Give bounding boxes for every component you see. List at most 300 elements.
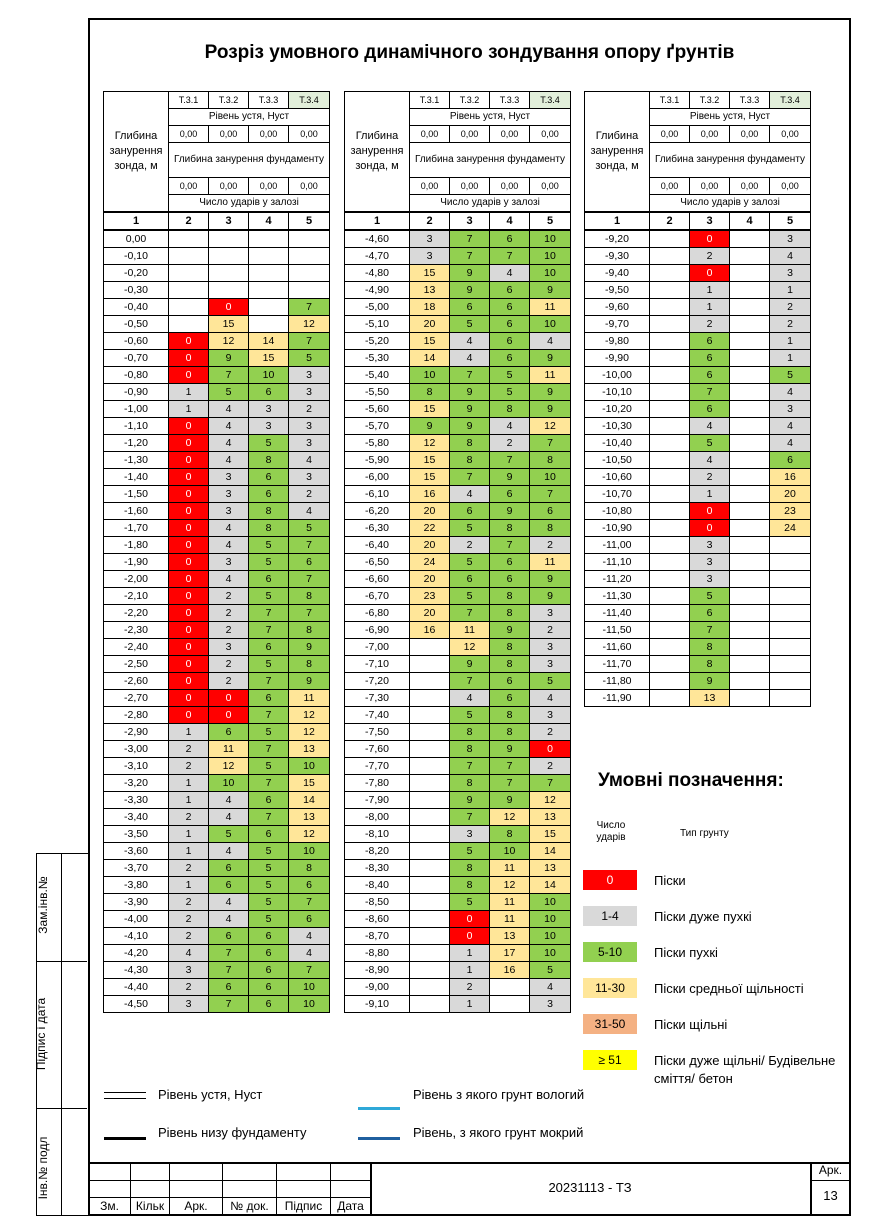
depth-cell: -3,10 — [104, 758, 169, 775]
blow-count-cell: 0 — [690, 503, 730, 520]
depth-cell: -6,30 — [345, 520, 410, 537]
blow-count-cell: 12 — [289, 707, 330, 724]
table-row — [345, 537, 571, 554]
blow-count-cell: 2 — [289, 486, 330, 503]
blow-count-cell: 8 — [450, 877, 490, 894]
blow-count-cell: 2 — [209, 605, 249, 622]
blow-count-cell — [730, 230, 770, 248]
legend-label: Піски щільні — [654, 1017, 728, 1032]
blow-count-cell: 3 — [289, 469, 330, 486]
blow-count-cell — [410, 826, 450, 843]
blow-count-cell: 6 — [490, 230, 530, 248]
sidebar-pidpys: Підпис і дата — [34, 997, 48, 1071]
blow-count-cell: 5 — [450, 843, 490, 860]
blow-count-cell — [730, 571, 770, 588]
ustia-line-sample — [104, 1092, 146, 1099]
blow-count-cell: 8 — [289, 860, 330, 877]
blow-count-cell: 5 — [770, 367, 811, 384]
table-row — [345, 996, 571, 1013]
depth-cell: -9,60 — [585, 299, 650, 316]
blow-count-cell — [410, 911, 450, 928]
blow-count-cell: 7 — [490, 775, 530, 792]
blow-count-cell — [770, 571, 811, 588]
table-row — [104, 503, 330, 520]
legend-swatch: 31-50 — [583, 1014, 637, 1034]
table-row — [345, 928, 571, 945]
depth-cell: -5,50 — [345, 384, 410, 401]
blow-count-cell: 3 — [249, 401, 289, 418]
table-row — [345, 469, 571, 486]
blow-count-cell: 7 — [450, 367, 490, 384]
blow-count-cell — [770, 673, 811, 690]
blow-count-cell: 6 — [289, 554, 330, 571]
blow-count-cell: 6 — [490, 299, 530, 316]
table-row — [104, 843, 330, 860]
legend-swatch: ≥ 51 — [583, 1050, 637, 1070]
blow-count-cell: 9 — [490, 622, 530, 639]
table-row — [345, 843, 571, 860]
blow-count-cell: 5 — [249, 554, 289, 571]
depth-cell: -4,30 — [104, 962, 169, 979]
depth-cell: -7,80 — [345, 775, 410, 792]
point-header: Т.3.4 — [530, 92, 571, 109]
blow-count-cell: 7 — [490, 248, 530, 265]
blow-count-cell: 3 — [530, 656, 571, 673]
table-row — [585, 690, 811, 707]
level-header: Рівень устя, Нуст — [169, 109, 330, 126]
blow-count-cell: 10 — [530, 894, 571, 911]
depth-cell: -7,70 — [345, 758, 410, 775]
blow-count-cell — [730, 486, 770, 503]
blow-count-cell: 7 — [490, 452, 530, 469]
blow-count-cell: 1 — [690, 486, 730, 503]
point-header: Т.3.1 — [410, 92, 450, 109]
stamp-col-label: Підпис — [276, 1197, 330, 1216]
legend-swatch: 0 — [583, 870, 637, 890]
depth-cell: -9,90 — [585, 350, 650, 367]
blow-count-cell: 10 — [209, 775, 249, 792]
blow-count-cell: 9 — [690, 673, 730, 690]
blow-count-cell — [249, 316, 289, 333]
level-value: 0,00 — [249, 126, 289, 143]
table-row — [345, 333, 571, 350]
depth-cell: -1,80 — [104, 537, 169, 554]
blow-count-cell: 20 — [410, 316, 450, 333]
blow-count-cell — [730, 316, 770, 333]
table-row — [345, 299, 571, 316]
blow-count-cell: 6 — [249, 792, 289, 809]
stamp-col-label: Арк. — [169, 1197, 222, 1216]
blow-count-cell: 7 — [490, 537, 530, 554]
depth-cell: -10,40 — [585, 435, 650, 452]
blow-count-cell — [730, 673, 770, 690]
blow-count-cell — [650, 554, 690, 571]
blow-count-cell — [169, 265, 209, 282]
table-row — [345, 758, 571, 775]
blow-count-cell: 3 — [530, 605, 571, 622]
blow-count-cell: 2 — [169, 758, 209, 775]
depth-cell: -5,90 — [345, 452, 410, 469]
blow-count-cell: 9 — [450, 656, 490, 673]
blow-count-cell: 4 — [490, 265, 530, 282]
depth-cell: -8,40 — [345, 877, 410, 894]
depth-cell: -3,40 — [104, 809, 169, 826]
blow-count-cell: 5 — [289, 350, 330, 367]
depth-cell: -0,10 — [104, 248, 169, 265]
depth-cell: -11,40 — [585, 605, 650, 622]
table-row — [104, 911, 330, 928]
depth-cell: -8,90 — [345, 962, 410, 979]
depth-cell: -4,50 — [104, 996, 169, 1013]
blow-count-cell — [650, 537, 690, 554]
blow-count-cell: 7 — [209, 945, 249, 962]
blow-count-cell — [730, 248, 770, 265]
table-row — [345, 911, 571, 928]
blow-count-cell — [289, 230, 330, 248]
blow-count-cell: 7 — [249, 707, 289, 724]
depth-cell: -7,20 — [345, 673, 410, 690]
blow-count-cell: 6 — [249, 469, 289, 486]
legend-swatch: 5-10 — [583, 942, 637, 962]
stamp-ark-label: Арк. — [818, 1163, 843, 1177]
depth-cell: -11,70 — [585, 656, 650, 673]
blow-count-cell: 4 — [209, 537, 249, 554]
depth-cell: 0,00 — [104, 230, 169, 248]
blow-count-cell: 6 — [690, 401, 730, 418]
blow-count-cell: 7 — [450, 230, 490, 248]
table-row — [345, 571, 571, 588]
table-row — [345, 384, 571, 401]
blow-count-cell: 23 — [410, 588, 450, 605]
blow-count-cell: 8 — [490, 520, 530, 537]
table-row — [585, 588, 811, 605]
blow-count-cell: 6 — [490, 554, 530, 571]
blow-count-cell: 0 — [169, 537, 209, 554]
table-row — [585, 605, 811, 622]
blow-count-cell: 1 — [169, 775, 209, 792]
foundation-value: 0,00 — [690, 178, 730, 195]
column-number: 1 — [104, 212, 169, 230]
column-number: 3 — [690, 212, 730, 230]
depth-cell: -5,00 — [345, 299, 410, 316]
blow-count-cell — [410, 979, 450, 996]
blow-count-cell: 13 — [410, 282, 450, 299]
table-row — [345, 673, 571, 690]
table-row — [104, 894, 330, 911]
depth-cell: -9,70 — [585, 316, 650, 333]
blow-count-cell: 0 — [169, 520, 209, 537]
blow-count-cell — [249, 265, 289, 282]
table-row — [104, 639, 330, 656]
blow-count-cell: 10 — [530, 316, 571, 333]
blow-count-cell: 14 — [289, 792, 330, 809]
depth-cell: -10,70 — [585, 486, 650, 503]
table-row — [104, 248, 330, 265]
blow-count-cell: 4 — [209, 435, 249, 452]
depth-cell: -1,50 — [104, 486, 169, 503]
blow-count-cell — [209, 230, 249, 248]
blow-count-cell: 5 — [249, 724, 289, 741]
foundation-value: 0,00 — [209, 178, 249, 195]
blow-count-cell: 6 — [450, 299, 490, 316]
blow-count-cell: 10 — [530, 928, 571, 945]
blow-count-cell — [650, 401, 690, 418]
depth-cell: -8,50 — [345, 894, 410, 911]
blow-count-cell: 0 — [169, 503, 209, 520]
blow-count-cell: 7 — [490, 758, 530, 775]
table-row — [345, 265, 571, 282]
blow-count-cell — [410, 877, 450, 894]
blow-count-cell: 9 — [490, 741, 530, 758]
blow-count-cell — [410, 928, 450, 945]
blow-count-cell: 5 — [249, 537, 289, 554]
blow-count-cell: 8 — [490, 707, 530, 724]
depth-cell: -1,30 — [104, 452, 169, 469]
blow-count-cell — [770, 656, 811, 673]
table-row — [345, 520, 571, 537]
legend-col-blows: Число ударів — [596, 820, 626, 843]
blow-count-cell: 0 — [450, 928, 490, 945]
table-row — [104, 367, 330, 384]
blow-count-cell: 2 — [209, 656, 249, 673]
blow-count-cell: 6 — [209, 928, 249, 945]
table-row — [585, 350, 811, 367]
blow-count-cell: 2 — [169, 860, 209, 877]
depth-cell: -11,10 — [585, 554, 650, 571]
blow-count-cell: 6 — [450, 571, 490, 588]
wet-line-sample — [358, 1107, 400, 1110]
blow-count-cell: 4 — [209, 418, 249, 435]
blow-count-cell: 7 — [690, 622, 730, 639]
table-row — [104, 826, 330, 843]
blow-count-cell: 0 — [169, 605, 209, 622]
blow-count-cell: 0 — [209, 707, 249, 724]
blow-count-cell — [650, 384, 690, 401]
blow-count-cell: 6 — [289, 877, 330, 894]
table-row — [104, 656, 330, 673]
depth-cell: -6,10 — [345, 486, 410, 503]
blow-count-cell: 7 — [450, 248, 490, 265]
depth-cell: -1,70 — [104, 520, 169, 537]
depth-cell: -5,60 — [345, 401, 410, 418]
blow-count-cell: 2 — [690, 316, 730, 333]
blow-count-cell: 6 — [249, 996, 289, 1013]
depth-cell: -11,20 — [585, 571, 650, 588]
blow-count-cell: 4 — [530, 979, 571, 996]
blow-count-cell: 20 — [410, 537, 450, 554]
blow-count-cell: 3 — [209, 486, 249, 503]
blow-count-cell — [730, 656, 770, 673]
blow-count-cell — [289, 265, 330, 282]
blow-count-cell: 5 — [490, 367, 530, 384]
depth-cell: -9,20 — [585, 230, 650, 248]
point-header: Т.3.4 — [770, 92, 811, 109]
blow-count-cell: 2 — [770, 316, 811, 333]
blow-count-cell — [650, 571, 690, 588]
blow-count-cell: 0 — [169, 486, 209, 503]
blow-count-cell: 1 — [770, 333, 811, 350]
depth-cell: -9,00 — [345, 979, 410, 996]
blow-count-cell: 8 — [289, 622, 330, 639]
blow-count-cell: 8 — [690, 656, 730, 673]
blow-count-cell: 3 — [690, 537, 730, 554]
depth-cell: -4,70 — [345, 248, 410, 265]
blow-count-cell: 6 — [690, 367, 730, 384]
depth-cell: -8,00 — [345, 809, 410, 826]
blow-count-cell: 12 — [289, 826, 330, 843]
blow-count-cell: 8 — [450, 724, 490, 741]
blow-count-cell: 10 — [530, 911, 571, 928]
depth-cell: -10,00 — [585, 367, 650, 384]
blow-count-cell: 8 — [690, 639, 730, 656]
blow-count-cell — [730, 622, 770, 639]
blow-count-cell: 2 — [289, 401, 330, 418]
depth-cell: -10,10 — [585, 384, 650, 401]
blow-count-cell: 11 — [490, 860, 530, 877]
depth-header: Глибина занурення зонда, м — [345, 92, 410, 213]
blow-count-cell: 8 — [490, 588, 530, 605]
blow-count-cell: 5 — [450, 520, 490, 537]
blow-count-cell — [249, 248, 289, 265]
blow-count-cell — [209, 265, 249, 282]
table-row — [585, 486, 811, 503]
table-row — [104, 945, 330, 962]
blow-count-cell: 7 — [450, 469, 490, 486]
depth-cell: -7,90 — [345, 792, 410, 809]
blow-count-cell: 7 — [450, 809, 490, 826]
table-row — [104, 333, 330, 350]
sidebar-zam: Зам.інв.№ — [36, 876, 50, 934]
blow-count-cell: 2 — [530, 537, 571, 554]
table-row — [104, 775, 330, 792]
blow-count-cell — [730, 401, 770, 418]
blow-count-cell — [770, 605, 811, 622]
depth-cell: -5,10 — [345, 316, 410, 333]
wet-line-label: Рівень з якого грунт вологий — [413, 1087, 585, 1102]
depth-cell: -9,80 — [585, 333, 650, 350]
table-row — [104, 809, 330, 826]
table-row — [104, 724, 330, 741]
table-row — [345, 877, 571, 894]
depth-cell: -6,40 — [345, 537, 410, 554]
blow-count-cell: 7 — [289, 299, 330, 316]
blow-count-cell: 10 — [289, 979, 330, 996]
blow-count-cell: 1 — [169, 843, 209, 860]
depth-cell: -3,50 — [104, 826, 169, 843]
blow-count-cell: 9 — [490, 792, 530, 809]
blow-count-cell: 18 — [410, 299, 450, 316]
blow-count-cell — [730, 435, 770, 452]
stamp-col-label: Зм. — [88, 1197, 130, 1216]
table-row — [104, 520, 330, 537]
depth-cell: -8,60 — [345, 911, 410, 928]
blow-count-cell: 10 — [289, 843, 330, 860]
blow-count-cell — [650, 452, 690, 469]
table-row — [104, 979, 330, 996]
blow-count-cell: 5 — [450, 588, 490, 605]
blow-count-cell: 4 — [450, 333, 490, 350]
blow-count-cell — [490, 996, 530, 1013]
table-row — [104, 860, 330, 877]
blow-count-cell: 3 — [690, 554, 730, 571]
blow-count-cell: 0 — [169, 707, 209, 724]
blow-count-cell: 8 — [289, 588, 330, 605]
blow-count-cell: 7 — [249, 622, 289, 639]
blow-count-cell: 5 — [530, 673, 571, 690]
foundation-value: 0,00 — [249, 178, 289, 195]
blow-count-cell — [410, 741, 450, 758]
blows-header: Число ударів у залозі — [410, 195, 571, 213]
foundation-value: 0,00 — [530, 178, 571, 195]
blow-count-cell: 8 — [450, 435, 490, 452]
depth-cell: -6,60 — [345, 571, 410, 588]
depth-cell: -9,40 — [585, 265, 650, 282]
blow-count-cell: 6 — [490, 350, 530, 367]
depth-header: Глибина занурення зонда, м — [104, 92, 169, 213]
table-row — [345, 962, 571, 979]
blow-count-cell: 12 — [530, 792, 571, 809]
table-row — [345, 554, 571, 571]
table-row — [104, 265, 330, 282]
table-row — [345, 945, 571, 962]
table-row — [345, 435, 571, 452]
table-row — [345, 605, 571, 622]
blow-count-cell — [169, 248, 209, 265]
blow-count-cell — [730, 503, 770, 520]
depth-cell: -10,80 — [585, 503, 650, 520]
level-value: 0,00 — [530, 126, 571, 143]
blow-count-cell: 0 — [169, 452, 209, 469]
blow-count-cell: 1 — [770, 282, 811, 299]
column-number: 2 — [169, 212, 209, 230]
blow-count-cell — [169, 316, 209, 333]
blow-count-cell: 4 — [289, 945, 330, 962]
point-header: Т.3.4 — [289, 92, 330, 109]
blow-count-cell — [730, 554, 770, 571]
blow-count-cell: 3 — [289, 435, 330, 452]
blow-count-cell: 1 — [450, 996, 490, 1013]
blow-count-cell: 7 — [209, 996, 249, 1013]
table-row — [345, 792, 571, 809]
depth-cell: -4,20 — [104, 945, 169, 962]
blow-count-cell: 1 — [450, 945, 490, 962]
blow-count-cell: 2 — [169, 979, 209, 996]
table-row — [585, 673, 811, 690]
blow-count-cell: 1 — [690, 282, 730, 299]
column-number: 4 — [490, 212, 530, 230]
level-value: 0,00 — [690, 126, 730, 143]
foundation-line-label: Рівень низу фундаменту — [158, 1125, 307, 1140]
blow-count-cell: 0 — [169, 673, 209, 690]
depth-cell: -11,60 — [585, 639, 650, 656]
level-header: Рівень устя, Нуст — [650, 109, 811, 126]
level-value: 0,00 — [730, 126, 770, 143]
blow-count-cell — [249, 299, 289, 316]
table-row — [345, 622, 571, 639]
depth-cell: -4,00 — [104, 911, 169, 928]
blow-count-cell — [650, 265, 690, 282]
blow-count-cell: 4 — [450, 350, 490, 367]
blow-count-cell: 15 — [249, 350, 289, 367]
blow-count-cell: 7 — [249, 741, 289, 758]
blow-count-cell: 1 — [169, 877, 209, 894]
table-row — [104, 792, 330, 809]
blow-count-cell — [410, 945, 450, 962]
blow-count-cell: 0 — [169, 435, 209, 452]
table-row — [585, 452, 811, 469]
blow-count-cell: 9 — [450, 282, 490, 299]
blow-count-cell: 1 — [770, 350, 811, 367]
